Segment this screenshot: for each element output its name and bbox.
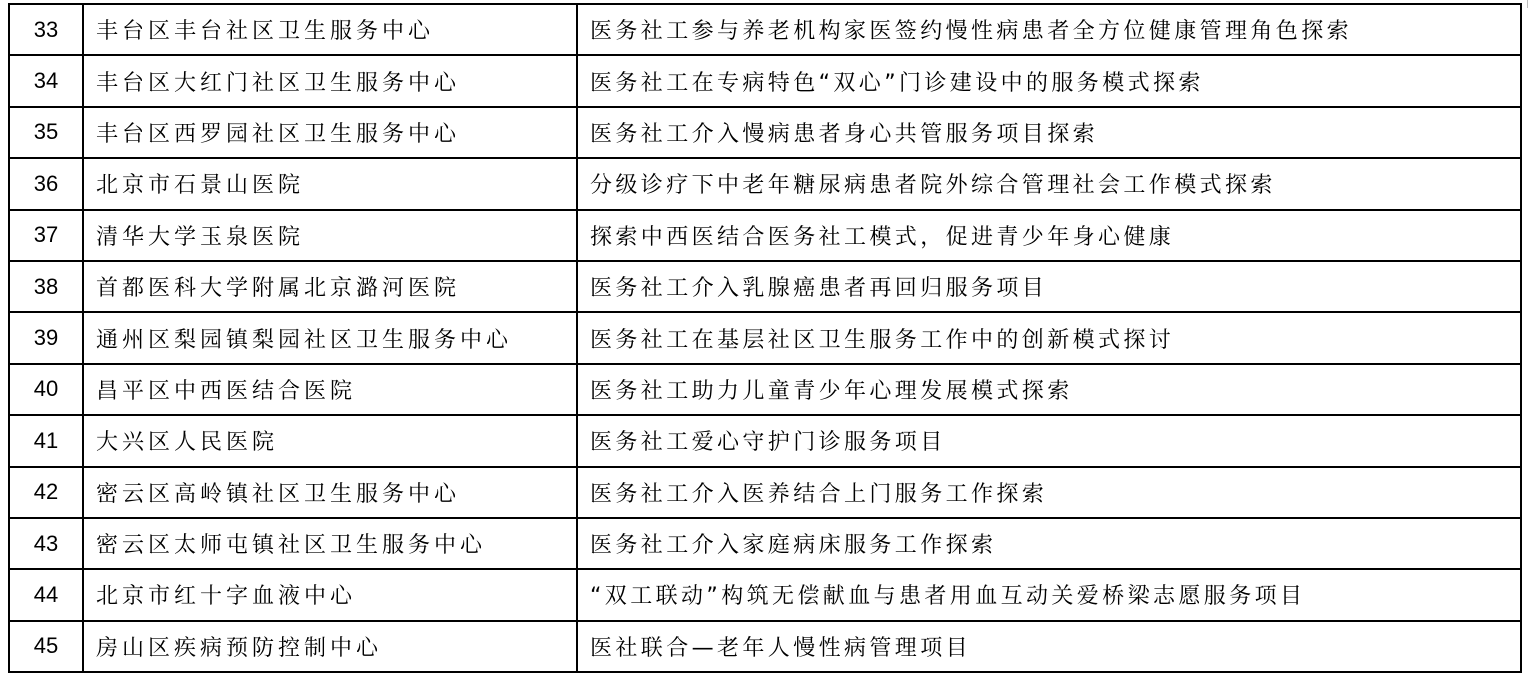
project-title: 医务社工介入家庭病床服务工作探索 xyxy=(577,518,1521,569)
row-number: 40 xyxy=(9,364,83,415)
institution-name: 通州区梨园镇梨园社区卫生服务中心 xyxy=(83,312,577,363)
table-row xyxy=(9,415,1521,466)
project-title: 医务社工介入医养结合上门服务工作探索 xyxy=(577,467,1521,518)
row-number: 39 xyxy=(9,312,83,363)
project-title: 医务社工爱心守护门诊服务项目 xyxy=(577,415,1521,466)
institution-name: 大兴区人民医院 xyxy=(83,415,577,466)
row-number: 36 xyxy=(9,158,83,209)
table-row xyxy=(9,569,1521,620)
row-number: 42 xyxy=(9,467,83,518)
table-row xyxy=(9,261,1521,312)
institution-name: 密云区高岭镇社区卫生服务中心 xyxy=(83,467,577,518)
project-title: 医务社工在专病特色“双心”门诊建设中的服务模式探索 xyxy=(577,55,1521,106)
project-title: 医务社工介入乳腺癌患者再回归服务项目 xyxy=(577,261,1521,312)
row-number: 37 xyxy=(9,210,83,261)
institution-name: 北京市红十字血液中心 xyxy=(83,569,577,620)
table-row xyxy=(9,467,1521,518)
table-row xyxy=(9,4,1521,55)
row-number: 41 xyxy=(9,415,83,466)
row-number: 38 xyxy=(9,261,83,312)
institution-name: 北京市石景山医院 xyxy=(83,158,577,209)
project-title: 医务社工介入慢病患者身心共管服务项目探索 xyxy=(577,107,1521,158)
project-title: 探索中西医结合医务社工模式，促进青少年身心健康 xyxy=(577,210,1521,261)
project-title: 医务社工参与养老机构家医签约慢性病患者全方位健康管理角色探索 xyxy=(577,4,1521,55)
institution-name: 昌平区中西医结合医院 xyxy=(83,364,577,415)
institution-name: 清华大学玉泉医院 xyxy=(83,210,577,261)
row-number: 44 xyxy=(9,569,83,620)
table-row xyxy=(9,312,1521,363)
institution-name: 首都医科大学附属北京潞河医院 xyxy=(83,261,577,312)
table-row xyxy=(9,364,1521,415)
table-row xyxy=(9,621,1521,672)
row-number: 45 xyxy=(9,621,83,672)
institution-name: 丰台区大红门社区卫生服务中心 xyxy=(83,55,577,106)
institution-name: 丰台区丰台社区卫生服务中心 xyxy=(83,4,577,55)
row-number: 34 xyxy=(9,55,83,106)
row-number: 43 xyxy=(9,518,83,569)
table-row xyxy=(9,55,1521,106)
institution-name: 丰台区西罗园社区卫生服务中心 xyxy=(83,107,577,158)
table-row xyxy=(9,210,1521,261)
institution-name: 密云区太师屯镇社区卫生服务中心 xyxy=(83,518,577,569)
project-title: “双工联动”构筑无偿献血与患者用血互动关爱桥梁志愿服务项目 xyxy=(577,569,1521,620)
institution-name: 房山区疾病预防控制中心 xyxy=(83,621,577,672)
row-number: 35 xyxy=(9,107,83,158)
project-title: 分级诊疗下中老年糖尿病患者院外综合管理社会工作模式探索 xyxy=(577,158,1521,209)
project-table xyxy=(8,3,1522,673)
table-row xyxy=(9,158,1521,209)
project-title: 医务社工在基层社区卫生服务工作中的创新模式探讨 xyxy=(577,312,1521,363)
project-title: 医务社工助力儿童青少年心理发展模式探索 xyxy=(577,364,1521,415)
row-number: 33 xyxy=(9,4,83,55)
page-corner-mark xyxy=(1527,0,1534,8)
table-row xyxy=(9,107,1521,158)
project-title: 医社联合—老年人慢性病管理项目 xyxy=(577,621,1521,672)
table-row xyxy=(9,518,1521,569)
